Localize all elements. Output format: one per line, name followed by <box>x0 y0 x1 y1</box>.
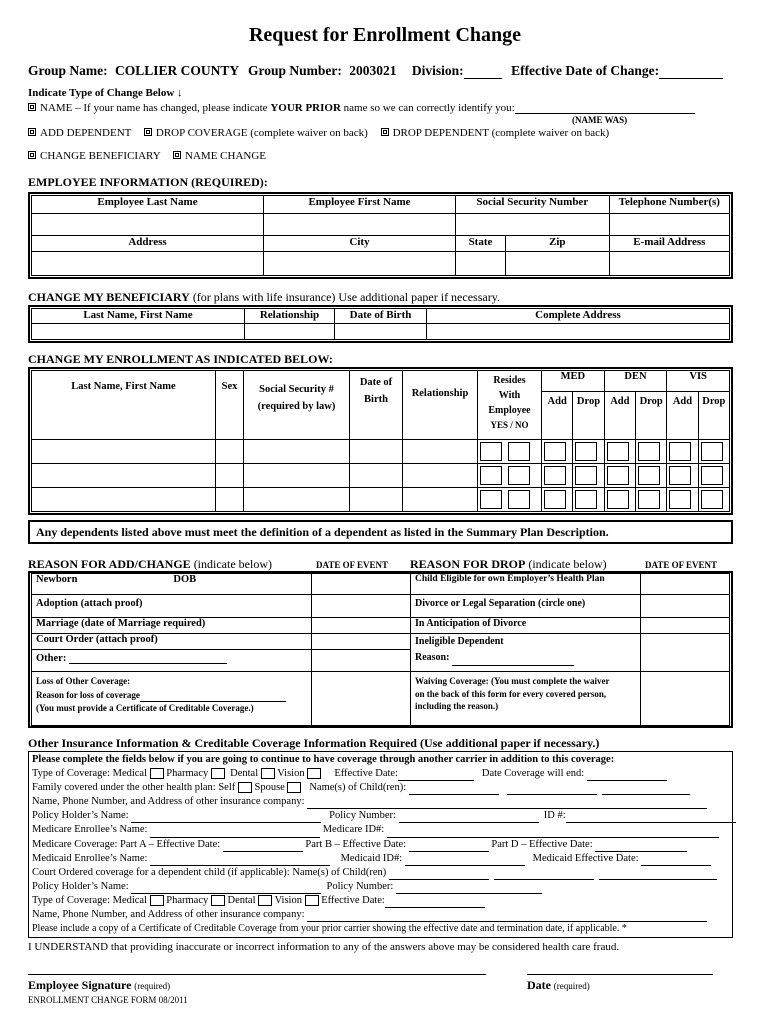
med-drop-box[interactable] <box>575 442 597 461</box>
vis-drop-header: Drop <box>698 392 729 440</box>
enrollment-ssn-header <box>244 371 350 440</box>
drop-coverage-checkbox[interactable] <box>144 128 152 136</box>
beneficiary-table <box>31 308 730 340</box>
med-add-cell <box>542 488 573 512</box>
reasons-frame <box>28 571 733 728</box>
pharmacy-checkbox[interactable] <box>211 768 225 779</box>
policy-number-label-2: Policy Number: <box>326 880 394 892</box>
resides-checkboxes <box>478 464 542 488</box>
medicare-coverage-label: Medicare Coverage: Part A – Effective Date: <box>32 838 221 850</box>
telephone-header: Telephone Number(s) <box>609 196 729 214</box>
enrollment-sex-field[interactable] <box>216 488 244 512</box>
reason-add-heading-rest: (indicate below) <box>190 557 272 571</box>
drop-dependent-checkbox[interactable] <box>381 128 389 136</box>
medical-checkbox[interactable] <box>150 768 164 779</box>
employee-signature-line[interactable] <box>28 974 486 975</box>
city-field[interactable] <box>264 252 456 276</box>
date-label: Date <box>527 978 551 992</box>
effective-date-label: Effective Date of Change: <box>511 63 660 78</box>
employee-info-heading: EMPLOYEE INFORMATION (REQUIRED): <box>28 175 268 189</box>
beneficiary-dob-field[interactable] <box>335 324 427 340</box>
other-label: Other: <box>36 653 67 664</box>
policy-holder-field-2[interactable] <box>131 884 321 894</box>
child-eligible-date-field[interactable] <box>641 574 730 595</box>
enrollment-ssn-field[interactable] <box>244 464 350 488</box>
enrollment-ssn-field[interactable] <box>244 488 350 512</box>
beneficiary-name-field[interactable] <box>32 324 245 340</box>
insurance-company-label-2: Name, Phone Number, and Address of other insurance company: <box>32 909 305 921</box>
beneficiary-address-field[interactable] <box>427 324 730 340</box>
employee-last-name-field[interactable] <box>32 214 264 236</box>
med-drop-cell <box>573 440 604 464</box>
medicare-name-label: Medicare Enrollee’s Name: <box>32 824 148 836</box>
reason-marriage[interactable]: Marriage (date of Marriage required) <box>32 618 312 634</box>
resides-no-box[interactable] <box>508 442 530 461</box>
other-date-field[interactable] <box>312 650 411 672</box>
name-change-checkbox[interactable] <box>173 151 181 159</box>
page-title: Request for Enrollment Change <box>248 24 522 46</box>
den-drop-cell <box>635 440 666 464</box>
enrollment-heading: CHANGE MY ENROLLMENT AS INDICATED BELOW: <box>28 352 333 366</box>
med-add-box[interactable] <box>544 442 566 461</box>
reason-child-eligible[interactable]: Child Eligible for own Employer’s Health Plan <box>411 574 641 595</box>
reason-anticipation-divorce[interactable]: In Anticipation of Divorce <box>411 618 641 634</box>
division-label: Division: <box>411 63 464 78</box>
other-insurance-box <box>28 751 733 938</box>
address-header: Address <box>32 236 264 252</box>
beneficiary-relationship-field[interactable] <box>245 324 335 340</box>
beneficiary-frame <box>28 305 733 343</box>
reason-drop-heading <box>410 557 607 572</box>
beneficiary-relationship-header: Relationship <box>245 309 335 324</box>
effective-date-field-1[interactable] <box>398 771 474 781</box>
enrollment-table <box>31 370 730 512</box>
loss-reason-field[interactable] <box>140 693 286 702</box>
den-add-box[interactable] <box>607 466 629 485</box>
reason-other[interactable] <box>32 650 312 672</box>
medicare-coverage-row <box>32 838 729 852</box>
enrollment-dob-field[interactable] <box>350 464 403 488</box>
down-arrow-icon: ↓ <box>177 87 183 99</box>
employee-info-table <box>31 195 730 276</box>
email-header: E-mail Address <box>609 236 729 252</box>
medicaid-id-label: Medicaid ID#: <box>340 852 403 864</box>
vis-drop-box[interactable] <box>701 490 723 509</box>
type-coverage-label: Type of Coverage: Medical <box>32 768 148 780</box>
anticipation-date-field[interactable] <box>641 618 730 634</box>
enrollment-dob-line1: Date of <box>359 377 393 388</box>
effective-date-label-1: Effective Date: <box>334 768 398 780</box>
effective-date-field-2[interactable] <box>385 898 485 908</box>
form-identifier: ENROLLMENT CHANGE FORM 08/2011 <box>28 995 188 1005</box>
change-beneficiary-checkbox[interactable] <box>28 151 36 159</box>
reason-ineligible[interactable] <box>411 634 641 672</box>
enrollment-relationship-field[interactable] <box>403 488 478 512</box>
part-d-field[interactable] <box>595 842 687 852</box>
change-options-row-2 <box>28 150 266 162</box>
employee-last-name-header: Employee Last Name <box>32 196 264 214</box>
enrollment-ssn-field[interactable] <box>244 440 350 464</box>
med-drop-cell <box>573 464 604 488</box>
family-covered-label: Family covered under the other health plan: Self <box>32 782 236 794</box>
ssn-header: Social Security Number <box>455 196 609 214</box>
reason-adoption[interactable]: Adoption (attach proof) <box>32 595 312 618</box>
reason-add-heading <box>28 557 272 572</box>
enrollment-relationship-field[interactable] <box>403 440 478 464</box>
group-header <box>28 63 723 79</box>
enrollment-name-header: Last Name, First Name <box>32 371 216 440</box>
med-drop-cell <box>573 488 604 512</box>
drop-dependent-label: DROP DEPENDENT (complete waiver on back) <box>392 127 610 139</box>
enrollment-sex-field[interactable] <box>216 464 244 488</box>
change-beneficiary-label: CHANGE BENEFICIARY <box>40 150 161 162</box>
enrollment-resides-line3: Employee <box>488 405 531 416</box>
loss-line2: Reason for loss of coverage <box>36 689 140 700</box>
vis-drop-cell <box>698 488 729 512</box>
med-add-box[interactable] <box>544 490 566 509</box>
resides-checkboxes <box>478 488 542 512</box>
medicare-id-label: Medicare ID#: <box>322 824 385 836</box>
waiving-line2: on the back of this form for every covered person, <box>415 688 607 699</box>
enrollment-name-field[interactable] <box>32 440 216 464</box>
state-header: State <box>455 236 505 252</box>
vision-checkbox[interactable] <box>307 768 321 779</box>
group-name-label: Group Name: <box>28 63 108 78</box>
reason-add-heading-bold: REASON FOR ADD/CHANGE <box>28 557 191 571</box>
marriage-date-field[interactable] <box>312 618 411 634</box>
spouse-checkbox[interactable] <box>287 782 301 793</box>
email-field[interactable] <box>609 252 729 276</box>
resides-yes-box[interactable] <box>480 490 502 509</box>
drop-date-of-event-header: DATE OF EVENT <box>645 560 718 570</box>
court-ordered-label: Court Ordered coverage for a dependent child (if applicable): Name(s) of Child(ren) <box>32 866 387 878</box>
self-checkbox[interactable] <box>238 782 252 793</box>
vision-label-2: Vision <box>274 894 302 906</box>
part-d-label: Part D – Effective Date: <box>491 838 593 850</box>
vis-header: VIS <box>667 371 730 392</box>
court-ordered-row <box>32 866 729 880</box>
loss-line1: Loss of Other Coverage: <box>36 676 131 686</box>
court-child-field-2[interactable] <box>494 870 594 880</box>
employee-info-frame <box>28 192 733 279</box>
beneficiary-address-header: Complete Address <box>427 309 730 324</box>
child-name-field-2[interactable] <box>507 785 597 795</box>
medicaid-id-field[interactable] <box>405 856 525 866</box>
pharmacy-checkbox-2[interactable] <box>211 895 225 906</box>
group-number-label: Group Number: <box>248 63 342 78</box>
den-drop-cell <box>635 464 666 488</box>
den-add-box[interactable] <box>607 442 629 461</box>
children-label: Name(s) of Child(ren): <box>309 782 407 794</box>
name-option-text-c: name so we can correctly identify you: <box>340 102 515 114</box>
include-copy-note: Please include a copy of a Certificate of Creditable Coverage from your prior carrier showing the effective date and termination date, if applicable. * <box>32 923 627 935</box>
vis-drop-box[interactable] <box>701 442 723 461</box>
medical-checkbox-2[interactable] <box>150 895 164 906</box>
medicare-row <box>32 823 729 837</box>
state-field[interactable] <box>455 252 505 276</box>
enrollment-row <box>32 488 730 512</box>
dental-checkbox[interactable] <box>261 768 275 779</box>
insurance-company-row-2 <box>32 908 729 922</box>
waiving-line3: including the reason.) <box>415 701 499 711</box>
type-of-coverage-row-2 <box>32 894 729 908</box>
reason-drop-heading-rest: (indicate below) <box>525 557 607 571</box>
policy-holder-row-1 <box>32 809 729 823</box>
med-drop-header: Drop <box>573 392 604 440</box>
den-header: DEN <box>604 371 667 392</box>
enrollment-resides-line2: With <box>498 390 521 401</box>
id-label: ID #: <box>543 810 566 822</box>
coverage-end-field[interactable] <box>587 771 667 781</box>
vis-add-box[interactable] <box>669 466 691 485</box>
medicare-id-field[interactable] <box>387 828 719 838</box>
other-insurance-intro: Please complete the fields below if you are going to continue to have coverage through another carrier in addition to this coverage: <box>32 754 615 765</box>
enrollment-relationship-field[interactable] <box>403 464 478 488</box>
type-of-coverage-row-1 <box>32 767 729 781</box>
beneficiary-heading-rest: (for plans with life insurance) Use additional paper if necessary. <box>189 290 500 304</box>
insurance-company-row-1 <box>32 795 729 809</box>
name-was-caption: (NAME WAS) <box>572 115 628 125</box>
resides-yes-box[interactable] <box>480 442 502 461</box>
medicaid-name-label: Medicaid Enrollee’s Name: <box>32 852 148 864</box>
dental-label: Dental <box>230 768 259 780</box>
den-drop-box[interactable] <box>638 490 660 509</box>
reason-divorce[interactable]: Divorce or Legal Separation (circle one) <box>411 595 641 618</box>
enrollment-dob-line2: Birth <box>364 394 388 405</box>
enrollment-name-field[interactable] <box>32 464 216 488</box>
med-drop-box[interactable] <box>575 490 597 509</box>
enrollment-ssn-line2: (required by law) <box>257 401 336 412</box>
dependents-note: Any dependents listed above must meet the definition of a dependent as listed in the Summary Plan Description. <box>28 520 733 544</box>
insurance-company-field-1[interactable] <box>307 799 707 809</box>
add-date-of-event-header: DATE OF EVENT <box>316 560 389 570</box>
resides-no-box[interactable] <box>508 466 530 485</box>
reason-drop-heading-bold: REASON FOR DROP <box>410 557 526 571</box>
pharmacy-label-2: Pharmacy <box>166 894 209 906</box>
drop-coverage-label: DROP COVERAGE (complete waiver on back) <box>155 127 368 139</box>
city-header: City <box>264 236 456 252</box>
ineligible-reason-label: Reason: <box>415 652 450 663</box>
part-b-label: Part B – Effective Date: <box>305 838 407 850</box>
vis-add-box[interactable] <box>669 490 691 509</box>
policy-holder-row-2 <box>32 880 729 894</box>
waiving-line1: Waiving Coverage: (You must complete the waiver <box>415 676 610 686</box>
family-covered-row <box>32 781 729 795</box>
change-options-row-1 <box>28 127 609 139</box>
name-option-row <box>28 102 695 114</box>
adoption-date-field[interactable] <box>312 595 411 618</box>
vis-drop-cell <box>698 464 729 488</box>
pharmacy-label: Pharmacy <box>166 768 209 780</box>
vis-add-cell <box>667 488 698 512</box>
ssn-field[interactable] <box>455 214 609 236</box>
ineligible-label: Ineligible Dependent <box>415 636 504 647</box>
med-add-box[interactable] <box>544 466 566 485</box>
enrollment-frame <box>28 367 733 515</box>
den-add-cell <box>604 488 635 512</box>
beneficiary-heading-bold: CHANGE MY BENEFICIARY <box>28 290 190 304</box>
vision-checkbox-2[interactable] <box>305 895 319 906</box>
resides-no-box[interactable] <box>508 490 530 509</box>
employee-first-name-header: Employee First Name <box>264 196 456 214</box>
change-type-heading-text: Indicate Type of Change Below <box>28 87 175 99</box>
den-add-header: Add <box>604 392 635 440</box>
date-caption <box>527 978 590 993</box>
enrollment-resides-line1: Resides <box>493 375 526 386</box>
newborn-dob-label: DOB <box>173 574 197 585</box>
reason-waiving-coverage[interactable] <box>411 672 641 726</box>
beneficiary-heading <box>28 290 500 305</box>
division-field[interactable] <box>464 67 502 79</box>
enrollment-name-field[interactable] <box>32 488 216 512</box>
enrollment-dob-field[interactable] <box>350 488 403 512</box>
med-add-header: Add <box>542 392 573 440</box>
spouse-label: Spouse <box>254 782 285 794</box>
vis-add-header: Add <box>667 392 698 440</box>
date-signature-line[interactable] <box>527 974 713 975</box>
medicaid-row <box>32 852 729 866</box>
policy-holder-field-1[interactable] <box>131 813 321 823</box>
vis-drop-cell <box>698 440 729 464</box>
policy-number-label-1: Policy Number: <box>329 810 396 822</box>
loss-date-field[interactable] <box>312 672 411 726</box>
med-add-cell <box>542 464 573 488</box>
med-drop-box[interactable] <box>575 466 597 485</box>
add-dependent-label: ADD DEPENDENT <box>40 127 132 139</box>
prior-name-field[interactable] <box>515 104 695 114</box>
insurance-company-label-1: Name, Phone Number, and Address of other insurance company: <box>32 796 305 808</box>
type-coverage-label-2: Type of Coverage: Medical <box>32 894 148 906</box>
newborn-date-field[interactable] <box>312 574 411 595</box>
name-change-label: NAME CHANGE <box>185 150 267 162</box>
enrollment-dob-field[interactable] <box>350 440 403 464</box>
court-order-date-field[interactable] <box>312 634 411 650</box>
beneficiary-dob-header: Date of Birth <box>335 309 427 324</box>
part-b-field[interactable] <box>409 842 489 852</box>
dental-checkbox-2[interactable] <box>258 895 272 906</box>
policy-holder-label-1: Policy Holder’s Name: <box>32 810 129 822</box>
enrollment-ssn-line1: Social Security # <box>259 384 334 395</box>
den-drop-box[interactable] <box>638 442 660 461</box>
name-option-text-b: YOUR PRIOR <box>270 102 341 114</box>
policy-number-field-1[interactable] <box>399 813 539 823</box>
add-dependent-checkbox[interactable] <box>28 128 36 136</box>
enrollment-relationship-header: Relationship <box>403 371 478 440</box>
reason-loss-of-coverage[interactable] <box>32 672 312 726</box>
den-add-cell <box>604 464 635 488</box>
den-drop-header: Drop <box>635 392 666 440</box>
ineligible-reason-field[interactable] <box>452 656 574 666</box>
zip-header: Zip <box>505 236 609 252</box>
medicaid-effective-field[interactable] <box>641 856 711 866</box>
den-add-cell <box>604 440 635 464</box>
dental-label-2: Dental <box>227 894 256 906</box>
id-field[interactable] <box>566 813 736 823</box>
enrollment-yes-no: YES / NO <box>490 420 529 430</box>
vis-add-cell <box>667 464 698 488</box>
date-required: (required) <box>553 981 590 991</box>
change-type-heading <box>28 87 183 99</box>
employee-first-name-field[interactable] <box>264 214 456 236</box>
divorce-date-field[interactable] <box>641 595 730 618</box>
group-name-value: COLLIER COUNTY <box>115 63 239 78</box>
medicare-name-field[interactable] <box>150 828 320 838</box>
insurance-company-field-2[interactable] <box>307 912 707 922</box>
child-name-field-3[interactable] <box>602 785 690 795</box>
fraud-statement: I UNDERSTAND that providing inaccurate or incorrect information to any of the answers above may be considered health care fraud. <box>28 941 620 953</box>
vis-drop-box[interactable] <box>701 466 723 485</box>
group-number-value: 2003021 <box>349 63 397 78</box>
name-option-checkbox[interactable] <box>28 103 36 111</box>
enrollment-dob-header <box>350 371 403 440</box>
zip-field[interactable] <box>505 252 609 276</box>
policy-number-field-2[interactable] <box>396 884 542 894</box>
coverage-end-label: Date Coverage will end: <box>481 768 585 780</box>
reason-court-order[interactable]: Court Order (attach proof) <box>32 634 312 650</box>
part-a-field[interactable] <box>223 842 303 852</box>
resides-yes-box[interactable] <box>480 466 502 485</box>
court-child-field-1[interactable] <box>389 870 489 880</box>
employee-signature-caption <box>28 978 170 993</box>
den-drop-box[interactable] <box>638 466 660 485</box>
name-option-text-a: NAME – If your name has changed, please indicate <box>40 102 271 114</box>
med-add-cell <box>542 440 573 464</box>
den-add-box[interactable] <box>607 490 629 509</box>
reasons-table <box>31 573 730 726</box>
medicaid-name-field[interactable] <box>150 856 330 866</box>
medicaid-effective-label: Medicaid Effective Date: <box>532 852 639 864</box>
enrollment-row <box>32 440 730 464</box>
other-insurance-heading: Other Insurance Information & Creditable Coverage Information Required (Use additional paper if necessary.) <box>28 736 600 750</box>
med-header: MED <box>542 371 605 392</box>
employee-signature-required: (required) <box>134 981 171 991</box>
effective-date-label-2: Effective Date: <box>321 894 385 906</box>
loss-line3: (You must provide a Certificate of Creditable Coverage.) <box>36 703 254 713</box>
enrollment-sex-field[interactable] <box>216 440 244 464</box>
vision-label: Vision <box>277 768 305 780</box>
den-drop-cell <box>635 488 666 512</box>
waiving-date-field[interactable] <box>641 672 730 726</box>
other-reason-field[interactable] <box>69 654 227 664</box>
beneficiary-name-header: Last Name, First Name <box>32 309 245 324</box>
effective-date-field[interactable] <box>659 67 723 79</box>
vis-add-box[interactable] <box>669 442 691 461</box>
ineligible-date-field[interactable] <box>641 634 730 672</box>
enrollment-resides-header <box>478 371 542 440</box>
policy-holder-label-2: Policy Holder’s Name: <box>32 880 129 892</box>
resides-checkboxes <box>478 440 542 464</box>
address-field[interactable] <box>32 252 264 276</box>
employee-signature-label: Employee Signature <box>28 978 132 992</box>
newborn-label: Newborn <box>36 574 78 585</box>
vis-add-cell <box>667 440 698 464</box>
reason-newborn[interactable] <box>32 574 312 595</box>
court-child-field-3[interactable] <box>599 870 717 880</box>
enrollment-sex-header: Sex <box>216 371 244 440</box>
child-name-field-1[interactable] <box>409 785 499 795</box>
enrollment-row <box>32 464 730 488</box>
telephone-field[interactable] <box>609 214 729 236</box>
